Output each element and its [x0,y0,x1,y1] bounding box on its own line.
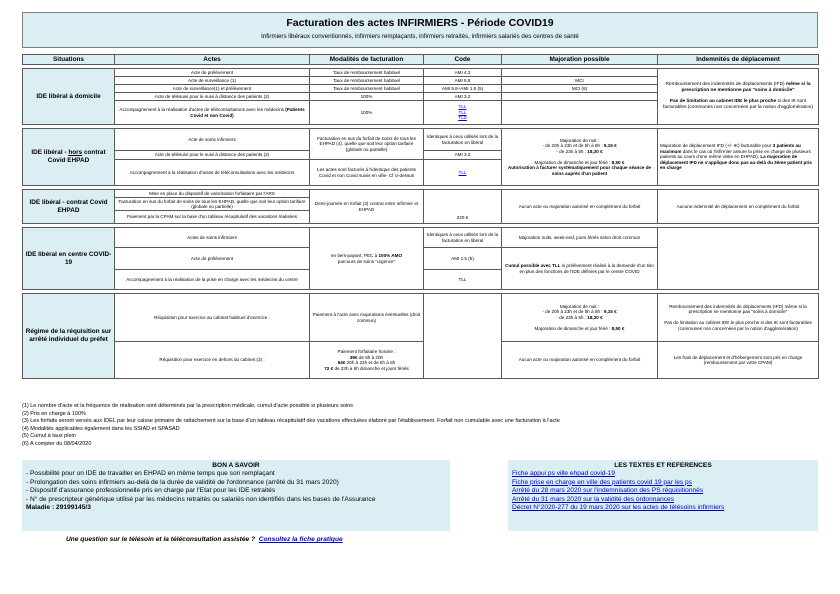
code-link-tld[interactable]: TLD [458,115,467,121]
modalite-text: parcours de soins "urgence" [337,258,396,264]
indemnite-bold: Pas de limitation au cabinet IDE le plus proche [669,99,777,105]
situation-text: IDE libéral - [31,149,67,156]
majoration-cell [502,69,658,77]
majoration-cell [502,93,658,101]
majoration-cell [502,101,658,125]
acte-cell: Actes de soins infirmiers [115,228,310,248]
code-link-tll-2[interactable]: TLL [458,109,467,115]
table-row [23,294,819,342]
acte-text: Accompagnement à la réalisation d'actes de téléconsultations avec les médecins [119,107,284,112]
maj-text: - de 20h à 23h et de 5h à 8h : [542,309,603,315]
modalite-cell [310,228,424,290]
maj-bold: 8,50 € [611,159,625,165]
reference-item [508,504,818,513]
info-line: - Possibilité pour un IDE de travailler en EHPAD en même temps que son remplaçant [26,470,275,477]
table-row [23,228,819,248]
code-cell: AMI 5.8 [424,77,502,85]
maj-text: - de 20h à 23h et de 5h à 8h : [542,143,603,149]
code-cell: AMI 4.2 [424,69,502,77]
table-row [23,342,819,379]
maj-text: - de 23h à 5h : [556,314,587,320]
modalite-cell: 100% [310,93,424,101]
indemnite-text: Pas de limitation au cabinet IDE le plus proche si des IK sont facturables (communes non concernées par la notion d'agglomération) [664,320,812,331]
majoration-cell: MCI [502,77,658,85]
indemnite-cell [658,228,819,290]
info-line [22,504,450,513]
footnote: (5) Cumul à taux plein [22,433,76,440]
indemnite-cell [658,69,819,125]
maj-text: Majoration de dimanche et jour férié : [534,159,611,165]
page [22,12,818,379]
code-cell: AMI 1.5 (5) [424,248,502,270]
maj-text: Majoration de dimanche et jour férié : [534,325,611,331]
maj-bold: 18,30 € [587,314,603,320]
modalite-text: de 23h à 6h dimanche et jours fériés [334,365,409,371]
title-banner [22,12,818,48]
maj-text: - de 23h à 5h : [556,148,587,154]
reference-item [508,487,818,496]
modalite-text: Paiement forfaitaire horaire : [337,349,396,354]
code-cell [424,160,502,186]
acte-cell: Accompagnement à la réalisation d'actes de téléconsultations avec les médecins [115,160,310,186]
table-header-row [23,55,819,65]
indemnite-cell: Aucune indemnité de déplacement en complément du forfait [658,190,819,224]
footnote: (3) Les forfaits seront versés aux IDEL par leur caisse primaire de rattachement sur la base d'un tableau récapitulatif des vacations effectuées élaboré par l'établissement. Forfait non cumulable avec une facturation à l'acte [22,418,560,425]
col-header-indemnites: Indemnités de déplacement [658,55,819,65]
col-header-code: Code [424,55,502,65]
acte-cell: Facturation en sus du forfait de soins de tous les EHPAD, quelle que soit leur option tarifaire (globale ou partielle) [115,198,310,211]
acte-cell: Accompagnement à la réalisation de la prise en charge avec les médecins du centre [115,270,310,290]
footnote: (6) A compter du 08/04/2020 [22,440,92,447]
code-link-tll[interactable]: TLL [458,169,467,175]
modalite-cell: Taux de remboursement habituel [310,85,424,93]
acte-cell: Réquisition pour exercice en dehors du cabinet (3) : [115,342,310,379]
maj-text: Majoration de nuit : [559,137,600,143]
fiche-pratique-link[interactable]: Consultez la fiche pratique [258,536,343,543]
indemnite-text: Remboursement des indemnités de déplacements (IFD) [665,82,785,88]
modalite-bold: 39€ [349,354,358,360]
modalite-bold: 72 € [324,365,334,371]
modalite-cell: Taux de remboursement habituel [310,77,424,85]
modalite-text: de 8h à 20h [358,354,384,360]
maj-text: si prélèvement réalisé à la demande d'un tiso en plus des fonctions de l'IDE définies par le centre COVID [519,263,654,274]
table-row [23,129,819,151]
col-header-actes: Actes [115,55,310,65]
code-cell: Identiques à ceux utilisés lors de la facturation en libéral [424,129,502,151]
indemnite-bold: même si la prescription ne mentionne pas "soins à domicile" [681,82,811,93]
code-cell: Identiques à ceux utilisés lors de la facturation en libéral [424,228,502,248]
reference-link[interactable]: Fiche prise en charge en ville des patients covid 19 par les ps [512,478,692,486]
indemnite-bold: La majoration de déplacement IFD ne s'applique donc pas au-delà du 3ème patient pris en charge [660,154,812,171]
indemnite-cell [658,294,819,342]
situation-centre-covid: IDE libéral en centre COVID-19 [23,228,115,290]
info-line: - Prolongation des soins infirmiers au-delà de la durée de validité de l'ordonnance (arrêté du 31 mars 2020) [26,478,339,486]
reference-link[interactable]: Décret N°2020-277 du 19 mars 2020 sur les actes de télésoins infirmiers [512,504,725,512]
page-subtitle: Infirmiers libéraux conventionnés, infirmiers remplaçants, infirmiers retraités, infirmiers salariés des centres de santé [261,33,579,40]
indemnite-cell: Les frais de déplacement et d'hébergement sont pris en charge (remboursement par votre CPAM) [658,342,819,379]
situation-ide-domicile: IDE libéral à domicile [23,69,115,125]
modalite-bold: 54€ [337,360,346,365]
textes-references-box [508,460,818,531]
reference-link[interactable]: Arrêté du 28 mars 2020 sur l'indemnisation des PS réquisitionnés [512,487,704,495]
acte-cell: Acte de surveillance(1) et prélèvement [115,85,310,93]
situation-text: contrat Covid EHPAD [47,149,106,164]
code-link-tll[interactable]: TLL [458,104,467,110]
majoration-cell: Majoration nuits, week-end, jours fériés selon droit commun [502,228,658,248]
code-cell [424,294,502,379]
acte-cell: Acte de surveillance (1) [115,77,310,85]
maj-bold: 9,15 € [603,309,617,315]
modalite-cell: Les actes sont facturés à l'identique des patients Covid et non Covid suivis en ville- Cf ci-dessus [310,160,424,186]
code-cell: AMI 3.2 [424,93,502,101]
reference-link[interactable]: Fiche appui ps ville ehpad covid-19 [512,470,615,477]
majoration-cell: Aucun acte ou majoration autorisé en complément du forfait [502,190,658,224]
modalite-cell: Facturation en sus du forfait de soins de tous les EHPAD (4), quelle que soit leur option tarifaire (globale ou partielle) [310,129,424,160]
acte-cell [115,101,310,125]
modalite-cell: 100% [310,101,424,125]
acte-cell: Paiement par la CPAM sur la base d'un tableau récapitulatif des vacations réalisées [115,211,310,224]
indemnite-cell [658,129,819,186]
acte-cell: Acte de télésuivi pour le suivi à distance des patients (2) [115,151,310,160]
modalite-bold: 100% AMO [378,253,403,258]
footnotes [22,403,818,449]
majoration-cell [502,129,658,186]
majoration-cell: MCI (6) [502,85,658,93]
code-cell: 220 € [424,190,502,224]
modalite-cell [310,342,424,379]
situation-requisition: Régime de la réquisition sur arrêté individuel du préfet [23,294,115,379]
footer-question [66,536,343,543]
modalite-text: 20h à 23h et de 6h à 8h [346,360,396,365]
page-title: Facturation des actes INFIRMIERS - Période COVID19 [286,17,554,29]
majoration-cell: Aucun acte ou majoration autorisé en complément du forfait [502,342,658,379]
situation-contrat-ehpad: IDE libéral - contrat Covid EHPAD [23,190,115,224]
indemnite-text: Remboursement des indemnités de déplacements (IFD) même si la prescription ne mentionne pas "soins à domicile" [669,303,807,315]
acte-cell: Acte de télésuivi pour le suivi à distance des patients (2) [115,93,310,101]
code-cell: AMI 3.2 [424,151,502,160]
acte-bold: (Patients Covid et non Covid) [190,107,305,118]
modalite-cell: Paiement à l'acte avec majorations éventuelles (droit commun) [310,294,424,342]
maj-text: Majoration de nuit : [559,303,600,309]
table-row [23,190,819,198]
table-row [23,69,819,77]
footnote: (2) Pris en charge à 100% [22,410,86,417]
maj-bold: Cumul possible avec TLL [505,263,561,268]
situation-ide-hors-contrat [23,129,115,186]
situation-underline: hors [68,149,83,156]
modalite-cell: Demi-journée en forfait (3) contrat entre infirmier et EHPAD [310,190,424,224]
maj-bold: 8,50 € [611,325,625,331]
acte-cell: Mise en place du dispositif de valorisation forfaitaire par l'ARS [115,190,310,198]
col-header-situations: Situations [23,55,115,65]
code-cell: TLL [424,270,502,290]
footnote: (1) Le nombre d'acte et la fréquence de réalisation sont déterminés par la prescription médicale, cumul d'acte possible si plusieurs soins [22,403,354,409]
maj-bold: Autorisation à facturer systématiquement pour chaque séance de soins auprès d'un patient [507,165,652,176]
textes-title: LES TEXTES ET REFERENCES [614,462,712,469]
info-line: - N° de prescripteur générique utilisé par les médecins retraités ou salariés non identifiés dans les bases de l'Assurance [26,495,376,503]
indemnite-text: dans le cas où l'infirmier assure la prise en charge de plusieurs patients au cours d'une même visite en EHPAD). [660,148,811,160]
indemnite-bold: 3 patients au maximum [660,143,801,154]
modalite-text: en tiers-payant, PEC à [330,253,378,258]
code-cell: AMI 5.8+AMI 1.5 (5) [424,85,502,93]
acte-cell: Acte de prélèvement [115,69,310,77]
majoration-cell [502,248,658,290]
majoration-cell [502,294,658,342]
bon-a-savoir-title: BON A SAVOIR [212,462,260,469]
footnote: (4) Modalités applicables également dans les SSIAD et SPASAD [22,425,180,432]
maj-bold: 18,30 € [587,148,603,154]
maj-bold: 9,15 € [603,143,617,149]
indemnite-text: si des IK sont facturables (communes non concernées par la notion d'agglomération) [663,99,813,111]
indemnite-text: Majoration de déplacement IFD (+/- IK) facturable pour [660,143,772,149]
reference-item [508,470,818,479]
bon-a-savoir-box [22,460,450,531]
billing-table [22,54,819,379]
code-cell [424,101,502,125]
col-header-modalites: Modalités de facturation [310,55,424,65]
col-header-majoration: Majoration possible [502,55,658,65]
prescriber-number: Maladie : 29199145/3 [26,504,91,512]
question-text: Une question sur le télésoin et la téléconsultation assistée ? [66,536,256,543]
acte-cell: Réquisition pour exercice au cabinet habituel d'exercice : [115,294,310,342]
reference-link[interactable]: Arrêté du 31 mars 2020 sur la validité des ordonnances [512,495,675,503]
reference-item [508,479,818,488]
acte-cell: Acte de soins infirmiers [115,129,310,151]
modalite-cell: Taux de remboursement habituel [310,69,424,77]
acte-cell: Acte de prélèvement [115,248,310,270]
info-line: - Dispositif d'assurance professionnelle pris en charge par l'Etat pour les IDE retraités [26,487,276,495]
